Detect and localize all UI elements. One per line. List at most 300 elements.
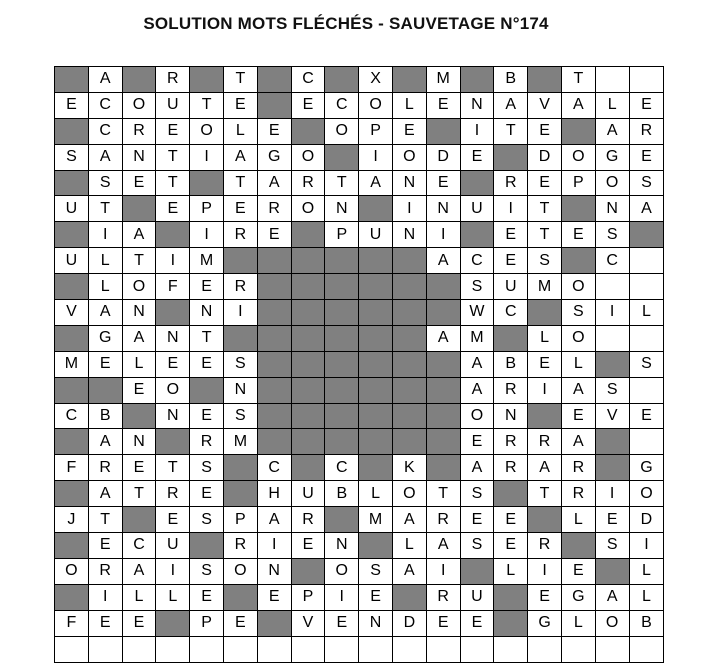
crossword-grid [54, 66, 664, 663]
letter-cell: T [224, 171, 258, 197]
black-cell [258, 378, 292, 404]
black-cell [55, 171, 89, 197]
letter-cell: E [325, 611, 359, 637]
letter-cell: E [461, 145, 495, 171]
letter-cell: L [630, 585, 664, 611]
black-cell [528, 300, 562, 326]
letter-cell: E [630, 404, 664, 430]
letter-cell: R [224, 533, 258, 559]
letter-cell: E [528, 585, 562, 611]
letter-cell: R [224, 222, 258, 248]
letter-cell: I [461, 119, 495, 145]
letter-cell: I [156, 248, 190, 274]
letter-cell [393, 637, 427, 663]
black-cell [292, 455, 326, 481]
black-cell [325, 67, 359, 93]
letter-cell [461, 637, 495, 663]
letter-cell: C [494, 300, 528, 326]
letter-cell: E [190, 585, 224, 611]
black-cell [325, 145, 359, 171]
letter-cell: I [427, 222, 461, 248]
letter-cell [89, 637, 123, 663]
black-cell [528, 507, 562, 533]
letter-cell: A [562, 93, 596, 119]
letter-cell: A [528, 455, 562, 481]
letter-cell: T [427, 481, 461, 507]
letter-cell: A [393, 559, 427, 585]
letter-cell: E [89, 611, 123, 637]
letter-cell: A [123, 326, 157, 352]
black-cell [325, 300, 359, 326]
letter-cell [596, 274, 630, 300]
letter-cell: K [393, 455, 427, 481]
letter-cell: I [630, 533, 664, 559]
letter-cell: E [427, 611, 461, 637]
letter-cell: P [359, 119, 393, 145]
letter-cell: F [156, 274, 190, 300]
black-cell [325, 274, 359, 300]
letter-cell [630, 67, 664, 93]
black-cell [55, 481, 89, 507]
letter-cell: I [224, 300, 258, 326]
letter-cell [630, 378, 664, 404]
letter-cell [596, 67, 630, 93]
letter-cell: C [89, 119, 123, 145]
letter-cell: I [89, 585, 123, 611]
letter-cell: T [156, 455, 190, 481]
letter-cell: E [258, 119, 292, 145]
black-cell [393, 352, 427, 378]
letter-cell: E [630, 145, 664, 171]
black-cell [55, 119, 89, 145]
letter-cell: E [494, 248, 528, 274]
letter-cell: O [359, 93, 393, 119]
letter-cell: L [123, 352, 157, 378]
letter-cell: E [528, 119, 562, 145]
letter-cell: R [258, 196, 292, 222]
letter-cell: R [190, 429, 224, 455]
letter-cell: E [427, 171, 461, 197]
letter-cell: R [224, 274, 258, 300]
letter-cell: R [89, 559, 123, 585]
letter-cell: N [156, 326, 190, 352]
black-cell [55, 274, 89, 300]
letter-cell: C [292, 67, 326, 93]
letter-cell: O [292, 145, 326, 171]
black-cell [89, 378, 123, 404]
letter-cell: I [494, 196, 528, 222]
letter-cell: I [528, 378, 562, 404]
letter-cell: O [393, 481, 427, 507]
page-title: SOLUTION MOTS FLÉCHÉS - SAUVETAGE N°174 [143, 14, 549, 33]
letter-cell: R [630, 119, 664, 145]
letter-cell: E [427, 93, 461, 119]
letter-cell: O [190, 119, 224, 145]
letter-cell: E [562, 404, 596, 430]
letter-cell [630, 429, 664, 455]
letter-cell: N [156, 404, 190, 430]
letter-cell: J [55, 507, 89, 533]
black-cell [224, 585, 258, 611]
letter-cell: C [596, 248, 630, 274]
letter-cell: E [393, 119, 427, 145]
letter-cell: P [325, 222, 359, 248]
black-cell [461, 222, 495, 248]
letter-cell: T [224, 67, 258, 93]
letter-cell: R [562, 455, 596, 481]
black-cell [359, 533, 393, 559]
letter-cell [562, 637, 596, 663]
letter-cell: U [156, 93, 190, 119]
black-cell [393, 274, 427, 300]
letter-cell: D [427, 145, 461, 171]
black-cell [190, 171, 224, 197]
black-cell [292, 300, 326, 326]
letter-cell: N [123, 145, 157, 171]
letter-cell: I [427, 559, 461, 585]
letter-cell: E [528, 171, 562, 197]
black-cell [427, 274, 461, 300]
letter-cell: D [630, 507, 664, 533]
black-cell [393, 429, 427, 455]
letter-cell: L [123, 585, 157, 611]
black-cell [494, 611, 528, 637]
black-cell [596, 429, 630, 455]
letter-cell: A [89, 429, 123, 455]
letter-cell: A [461, 352, 495, 378]
letter-cell: E [292, 93, 326, 119]
letter-cell: E [258, 585, 292, 611]
black-cell [494, 145, 528, 171]
black-cell [224, 248, 258, 274]
letter-cell [596, 637, 630, 663]
letter-cell: E [494, 507, 528, 533]
letter-cell: S [89, 171, 123, 197]
letter-cell: E [156, 119, 190, 145]
black-cell [494, 585, 528, 611]
letter-cell: B [494, 67, 528, 93]
black-cell [427, 300, 461, 326]
letter-cell: N [258, 559, 292, 585]
letter-cell: F [55, 611, 89, 637]
letter-cell [630, 274, 664, 300]
black-cell [258, 67, 292, 93]
letter-cell: D [528, 145, 562, 171]
letter-cell: I [393, 196, 427, 222]
letter-cell: E [224, 93, 258, 119]
letter-cell: L [562, 352, 596, 378]
letter-cell: A [562, 378, 596, 404]
letter-cell: L [156, 585, 190, 611]
black-cell [325, 248, 359, 274]
letter-cell: M [224, 429, 258, 455]
letter-cell: R [562, 481, 596, 507]
letter-cell [528, 637, 562, 663]
letter-cell: G [596, 145, 630, 171]
black-cell [156, 222, 190, 248]
letter-cell: D [393, 611, 427, 637]
letter-cell: O [123, 274, 157, 300]
letter-cell: L [494, 559, 528, 585]
letter-cell: E [494, 533, 528, 559]
letter-cell: M [461, 326, 495, 352]
black-cell [123, 404, 157, 430]
letter-cell: T [190, 326, 224, 352]
letter-cell: C [325, 93, 359, 119]
black-cell [292, 248, 326, 274]
letter-cell: I [190, 145, 224, 171]
letter-cell: S [190, 559, 224, 585]
black-cell [190, 67, 224, 93]
letter-cell: E [494, 222, 528, 248]
letter-cell: T [528, 196, 562, 222]
black-cell [359, 455, 393, 481]
black-cell [562, 196, 596, 222]
black-cell [123, 507, 157, 533]
letter-cell: E [461, 611, 495, 637]
letter-cell [630, 326, 664, 352]
black-cell [325, 429, 359, 455]
letter-cell [123, 637, 157, 663]
black-cell [393, 326, 427, 352]
black-cell [292, 429, 326, 455]
black-cell [55, 326, 89, 352]
letter-cell: M [528, 274, 562, 300]
letter-cell: U [494, 274, 528, 300]
letter-cell: I [528, 559, 562, 585]
letter-cell: S [630, 352, 664, 378]
letter-cell: E [224, 196, 258, 222]
letter-cell: T [156, 171, 190, 197]
letter-cell: E [562, 222, 596, 248]
letter-cell: C [123, 533, 157, 559]
letter-cell: E [630, 93, 664, 119]
black-cell [461, 67, 495, 93]
black-cell [258, 248, 292, 274]
letter-cell: A [427, 533, 461, 559]
letter-cell: L [359, 481, 393, 507]
black-cell [393, 585, 427, 611]
letter-cell: G [562, 585, 596, 611]
letter-cell [630, 248, 664, 274]
black-cell [393, 404, 427, 430]
letter-cell: R [427, 507, 461, 533]
letter-cell: O [596, 611, 630, 637]
letter-cell [156, 637, 190, 663]
black-cell [494, 326, 528, 352]
letter-cell: E [156, 352, 190, 378]
letter-cell: I [89, 222, 123, 248]
black-cell [359, 378, 393, 404]
black-cell [461, 171, 495, 197]
letter-cell: T [89, 196, 123, 222]
black-cell [123, 67, 157, 93]
letter-cell: R [89, 455, 123, 481]
black-cell [224, 481, 258, 507]
black-cell [596, 352, 630, 378]
letter-cell: E [461, 429, 495, 455]
letter-cell [258, 637, 292, 663]
black-cell [190, 378, 224, 404]
letter-cell: N [393, 222, 427, 248]
letter-cell: V [596, 404, 630, 430]
letter-cell: N [190, 300, 224, 326]
black-cell [55, 533, 89, 559]
black-cell [224, 326, 258, 352]
letter-cell: S [630, 171, 664, 197]
letter-cell: A [258, 507, 292, 533]
black-cell [359, 352, 393, 378]
letter-cell: E [258, 222, 292, 248]
letter-cell: A [630, 196, 664, 222]
letter-cell: E [562, 559, 596, 585]
letter-cell: O [224, 559, 258, 585]
letter-cell: R [156, 67, 190, 93]
letter-cell [596, 326, 630, 352]
black-cell [359, 274, 393, 300]
letter-cell: I [258, 533, 292, 559]
letter-cell: O [325, 559, 359, 585]
black-cell [393, 300, 427, 326]
letter-cell: S [224, 352, 258, 378]
black-cell [359, 326, 393, 352]
letter-cell: P [562, 171, 596, 197]
black-cell [325, 378, 359, 404]
black-cell [190, 533, 224, 559]
letter-cell: M [190, 248, 224, 274]
black-cell [258, 404, 292, 430]
letter-cell: A [123, 222, 157, 248]
letter-cell: U [55, 196, 89, 222]
letter-cell: B [89, 404, 123, 430]
letter-cell: T [123, 481, 157, 507]
letter-cell: C [461, 248, 495, 274]
black-cell [292, 326, 326, 352]
letter-cell: O [393, 145, 427, 171]
letter-cell: M [55, 352, 89, 378]
black-cell [156, 611, 190, 637]
letter-cell: V [292, 611, 326, 637]
black-cell [630, 222, 664, 248]
letter-cell: A [427, 326, 461, 352]
letter-cell: E [156, 196, 190, 222]
letter-cell: U [156, 533, 190, 559]
letter-cell: X [359, 67, 393, 93]
black-cell [258, 352, 292, 378]
letter-cell: T [528, 222, 562, 248]
letter-cell: T [190, 93, 224, 119]
black-cell [292, 274, 326, 300]
letter-cell: U [461, 196, 495, 222]
letter-cell: N [494, 404, 528, 430]
black-cell [55, 429, 89, 455]
letter-cell: A [393, 507, 427, 533]
letter-cell: R [427, 585, 461, 611]
letter-cell: S [224, 404, 258, 430]
letter-cell: L [224, 119, 258, 145]
letter-cell [325, 637, 359, 663]
black-cell [359, 300, 393, 326]
letter-cell: O [325, 119, 359, 145]
black-cell [292, 404, 326, 430]
black-cell [393, 67, 427, 93]
letter-cell: E [190, 481, 224, 507]
letter-cell: R [123, 119, 157, 145]
black-cell [55, 378, 89, 404]
black-cell [258, 611, 292, 637]
letter-cell: L [562, 611, 596, 637]
letter-cell: E [123, 455, 157, 481]
letter-cell: R [494, 455, 528, 481]
black-cell [156, 300, 190, 326]
letter-cell: R [528, 429, 562, 455]
letter-cell: L [562, 507, 596, 533]
letter-cell: E [123, 171, 157, 197]
letter-cell: A [258, 171, 292, 197]
letter-cell: V [55, 300, 89, 326]
letter-cell: E [190, 352, 224, 378]
letter-cell: L [89, 274, 123, 300]
letter-cell: T [123, 248, 157, 274]
letter-cell: T [562, 67, 596, 93]
letter-cell [359, 637, 393, 663]
letter-cell: E [224, 611, 258, 637]
letter-cell: E [596, 507, 630, 533]
black-cell [562, 248, 596, 274]
letter-cell: B [325, 481, 359, 507]
letter-cell: O [292, 196, 326, 222]
letter-cell [494, 637, 528, 663]
letter-cell: A [596, 585, 630, 611]
letter-cell: E [190, 274, 224, 300]
letter-cell: N [359, 611, 393, 637]
letter-cell: A [562, 429, 596, 455]
letter-cell: O [596, 171, 630, 197]
letter-cell: L [630, 559, 664, 585]
letter-cell: L [393, 533, 427, 559]
letter-cell: S [596, 378, 630, 404]
letter-cell: S [461, 533, 495, 559]
letter-cell: I [190, 222, 224, 248]
letter-cell: N [325, 533, 359, 559]
letter-cell: V [528, 93, 562, 119]
black-cell [562, 119, 596, 145]
letter-cell: E [528, 352, 562, 378]
black-cell [359, 248, 393, 274]
black-cell [359, 429, 393, 455]
letter-cell: S [190, 507, 224, 533]
letter-cell: P [190, 611, 224, 637]
letter-cell: S [190, 455, 224, 481]
letter-cell: U [461, 585, 495, 611]
letter-cell: S [359, 559, 393, 585]
letter-cell: A [89, 67, 123, 93]
black-cell [292, 119, 326, 145]
black-cell [427, 429, 461, 455]
letter-cell: O [461, 404, 495, 430]
black-cell [494, 481, 528, 507]
letter-cell: N [224, 378, 258, 404]
letter-cell: F [55, 455, 89, 481]
letter-cell: T [325, 171, 359, 197]
black-cell [359, 404, 393, 430]
letter-cell: O [55, 559, 89, 585]
letter-cell: N [123, 429, 157, 455]
letter-cell: P [292, 585, 326, 611]
letter-cell: E [461, 507, 495, 533]
black-cell [427, 119, 461, 145]
letter-cell: E [89, 352, 123, 378]
